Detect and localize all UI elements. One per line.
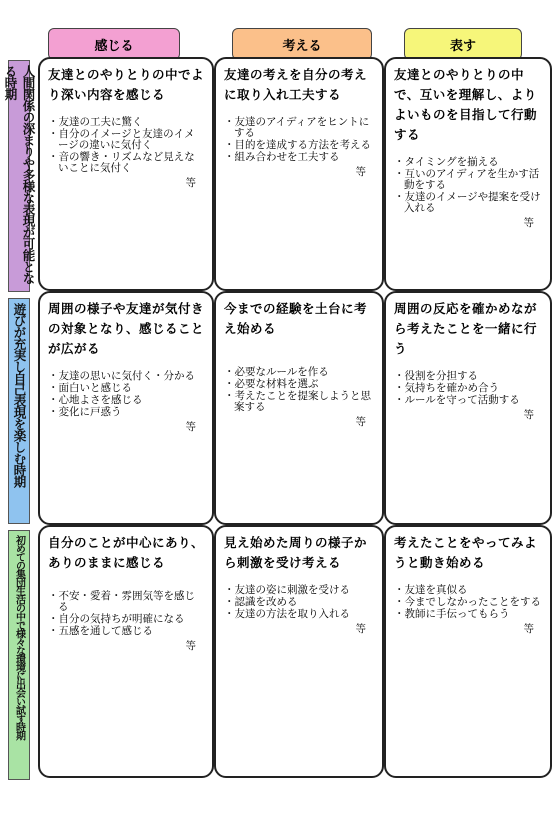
- cell-think-stage2: [214, 291, 384, 525]
- cell-list: [224, 367, 374, 413]
- list-item: ・ 友達を真似る: [394, 585, 542, 596]
- etc-label: 等: [185, 177, 196, 189]
- list-item: ・ 目的を達成する方法を考える: [224, 140, 374, 151]
- cell-list: [224, 117, 374, 163]
- list-item: ・ 自分のイメージと友達のイメージの違いに気付く: [48, 129, 204, 151]
- cell-feel-stage1: [38, 57, 214, 291]
- list-item: ・ 教師に手伝ってもらう: [394, 609, 542, 620]
- list-item: ・ タイミングを揃える: [394, 157, 542, 168]
- column-header-feel: 感じる: [48, 28, 180, 60]
- cell-title: 友達の考えを自分の考えに取り入れ工夫する: [224, 67, 368, 102]
- list-item: ・ 面白いと感じる: [48, 383, 204, 394]
- cell-list: [48, 591, 204, 637]
- etc-label: 等: [523, 217, 534, 229]
- stage-label-1: 人間関係の深まりや多様な表現が可能となる時期: [8, 60, 30, 292]
- cell-title: 考えたことをやってみようと動き始める: [394, 535, 538, 570]
- list-item: ・ 考えたことを提案しようと思案する: [224, 391, 374, 413]
- etc-label: 等: [355, 623, 366, 635]
- column-header-think: 考える: [232, 28, 372, 60]
- cell-title: 自分のことが中心にあり、ありのままに感じる: [48, 535, 205, 570]
- cell-title: 友達とのやりとりの中でより深い内容を感じる: [48, 67, 205, 102]
- etc-label: 等: [523, 623, 534, 635]
- cell-list: [48, 117, 204, 174]
- list-item: ・ 心地よさを感じる: [48, 395, 204, 406]
- stage-label-3: 初めての集団生活の中で様々な環境に出会い試す時期: [8, 530, 30, 780]
- list-item: ・ 必要なルールを作る: [224, 367, 374, 378]
- cell-list: [394, 585, 542, 620]
- list-item: ・ 今までしなかったことをする: [394, 597, 542, 608]
- etc-label: 等: [523, 409, 534, 421]
- cell-feel-stage2: [38, 291, 214, 525]
- cell-title: 友達とのやりとりの中で、互いを理解し、よりよいものを目指して行動する: [394, 67, 538, 142]
- cell-feel-stage3: [38, 525, 214, 778]
- etc-label: 等: [185, 421, 196, 433]
- cell-think-stage3: [214, 525, 384, 778]
- list-item: ・ 不安・愛着・雰囲気等を感じる: [48, 591, 204, 613]
- list-item: ・ 必要な材料を選ぶ: [224, 379, 374, 390]
- etc-label: 等: [355, 166, 366, 178]
- list-item: ・ 組み合わせを工夫する: [224, 152, 374, 163]
- cell-title: 見え始めた周りの様子から刺激を受け考える: [224, 535, 368, 570]
- etc-label: 等: [185, 640, 196, 652]
- list-item: ・ 認識を改める: [224, 597, 374, 608]
- cell-express-stage1: [384, 57, 552, 291]
- cell-express-stage2: [384, 291, 552, 525]
- list-item: ・ 友達の姿に刺激を受ける: [224, 585, 374, 596]
- cell-title: 周囲の反応を確かめながら考えたことを一緒に行う: [394, 301, 538, 356]
- list-item: ・ 友達のイメージや提案を受け入れる: [394, 192, 542, 214]
- cell-think-stage1: [214, 57, 384, 291]
- list-item: ・ 友達の工夫に驚く: [48, 117, 204, 128]
- cell-list: [394, 157, 542, 214]
- list-item: ・ 役割を分担する: [394, 371, 542, 382]
- cell-title: 周囲の様子や友達が気付きの対象となり、感じることが広がる: [48, 301, 205, 356]
- list-item: ・ 友達の方法を取り入れる: [224, 609, 374, 620]
- list-item: ・ 五感を通して感じる: [48, 626, 204, 637]
- column-header-express: 表す: [404, 28, 522, 60]
- list-item: ・ 変化に戸惑う: [48, 407, 204, 418]
- list-item: ・ 友達のアイディアをヒントにする: [224, 117, 374, 139]
- cell-express-stage3: [384, 525, 552, 778]
- list-item: ・ 気持ちを確かめ合う: [394, 383, 542, 394]
- list-item: ・ 友達の思いに気付く・分かる: [48, 371, 204, 382]
- cell-title: 今までの経験を土台に考え始める: [224, 301, 368, 336]
- list-item: ・ 互いのアイディアを生かす活動をする: [394, 169, 542, 191]
- list-item: ・ ルールを守って活動する: [394, 395, 542, 406]
- cell-list: [394, 371, 542, 406]
- stage-label-2: 遊びが充実し自己表現を楽しむ時期: [8, 298, 30, 524]
- list-item: ・ 自分の気持ちが明確になる: [48, 614, 204, 625]
- list-item: ・ 音の響き・リズムなど見えないことに気付く: [48, 152, 204, 174]
- cell-list: [224, 585, 374, 620]
- cell-list: [48, 371, 204, 418]
- etc-label: 等: [355, 416, 366, 428]
